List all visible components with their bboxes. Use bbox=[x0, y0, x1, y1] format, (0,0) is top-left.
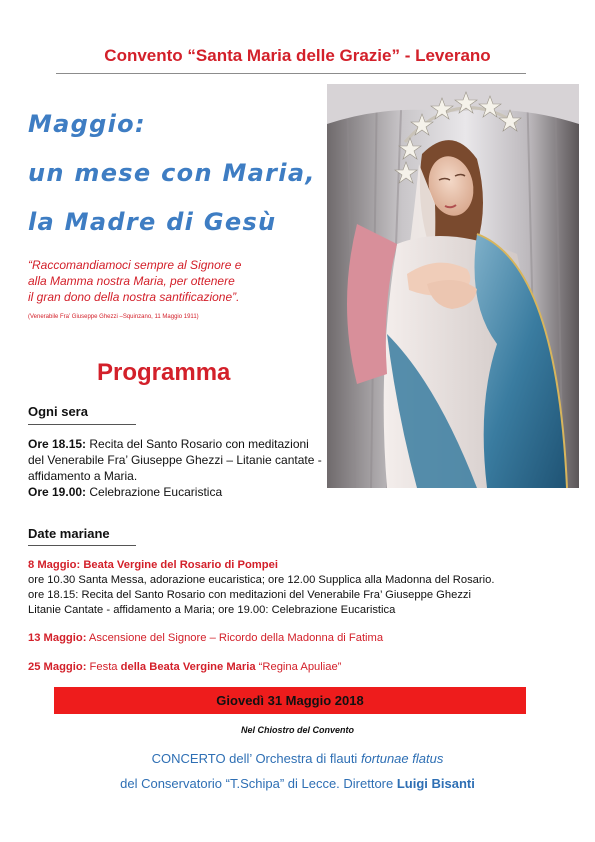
may-25-text-b: della Beata Vergine Maria bbox=[120, 661, 256, 673]
may-8-heading bbox=[28, 559, 278, 571]
evening-text-1a: Recita del Santo Rosario con meditazioni bbox=[86, 437, 309, 451]
may-8-line-1: ore 10.30 Santa Messa, adorazione eucaristica; ore 12.00 Supplica alla Madonna del Rosario. bbox=[28, 574, 495, 586]
evening-time-2: Ore 19.00: bbox=[28, 485, 87, 499]
concert-text-2a: del Conservatorio “T.Schipa” di Lecce. Direttore bbox=[120, 776, 397, 791]
evening-time-1: Ore 18.15: bbox=[28, 437, 87, 451]
quote-line-1: “Raccomandiamoci sempre al Signore e bbox=[28, 258, 242, 272]
concert-text-1a: CONCERTO dell’ Orchestra di flauti bbox=[151, 751, 361, 766]
may-8-line-3: Litanie Cantate - affidamento a Maria; ore 19.00: Celebrazione Eucaristica bbox=[28, 604, 396, 616]
quote bbox=[28, 257, 318, 305]
may-13-date: 13 Maggio: bbox=[28, 632, 87, 644]
evening-schedule bbox=[28, 436, 328, 500]
quote-line-2: alla Mamma nostra Maria, per ottenere bbox=[28, 274, 235, 288]
ogni-sera-divider bbox=[28, 424, 136, 425]
madonna-statue-image bbox=[327, 84, 579, 488]
header-divider bbox=[56, 73, 526, 74]
evening-line-2: del Venerabile Fra’ Giuseppe Ghezzi – Litanie cantate - bbox=[28, 453, 322, 467]
evening-line-4 bbox=[28, 484, 328, 500]
quote-line-3: il gran dono della nostra santificazione”. bbox=[28, 290, 240, 304]
quote-source: (Venerabile Fra’ Giuseppe Ghezzi –Squinzano, 11 Maggio 1911) bbox=[28, 314, 199, 320]
evening-text-2: Celebrazione Eucaristica bbox=[86, 485, 223, 499]
may-13-line bbox=[28, 632, 383, 644]
may-8-line-2: ore 18.15: Recita del Santo Rosario con meditazioni del Venerabile Fra’ Giuseppe Ghezzi bbox=[28, 589, 471, 601]
date-mariane-divider bbox=[28, 545, 136, 546]
may-8-title: Beata Vergine del Rosario di Pompei bbox=[80, 559, 278, 571]
concert-line-1 bbox=[0, 751, 595, 766]
header-title: Convento “Santa Maria delle Grazie” - Leverano bbox=[104, 46, 491, 65]
may-25-line bbox=[28, 661, 341, 673]
headline-line-2: un mese con Maria, bbox=[28, 159, 316, 187]
evening-line-3: affidamento a Maria. bbox=[28, 469, 138, 483]
director-name: Luigi Bisanti bbox=[396, 776, 475, 791]
concert-line-2 bbox=[0, 776, 595, 791]
may-25-text-c: “Regina Apuliae” bbox=[255, 661, 342, 673]
programma-heading: Programma bbox=[97, 359, 231, 386]
orchestra-name: fortunae flatus bbox=[360, 751, 444, 766]
may-25-text-a: Festa bbox=[86, 661, 121, 673]
headline-line-3: la Madre di Gesù bbox=[28, 208, 277, 236]
evening-line-1 bbox=[28, 436, 328, 452]
may-13-text: Ascensione del Signore – Ricordo della Madonna di Fatima bbox=[86, 632, 384, 644]
may-8-date: 8 Maggio: bbox=[28, 559, 81, 571]
event-date-banner: Giovedì 31 Maggio 2018 bbox=[54, 687, 526, 714]
may-25-date: 25 Maggio: bbox=[28, 661, 87, 673]
venue-label: Nel Chiostro del Convento bbox=[240, 725, 354, 735]
date-mariane-title: Date mariane bbox=[28, 526, 110, 541]
ogni-sera-title: Ogni sera bbox=[28, 404, 88, 419]
headline-line-1: Maggio: bbox=[28, 110, 146, 138]
